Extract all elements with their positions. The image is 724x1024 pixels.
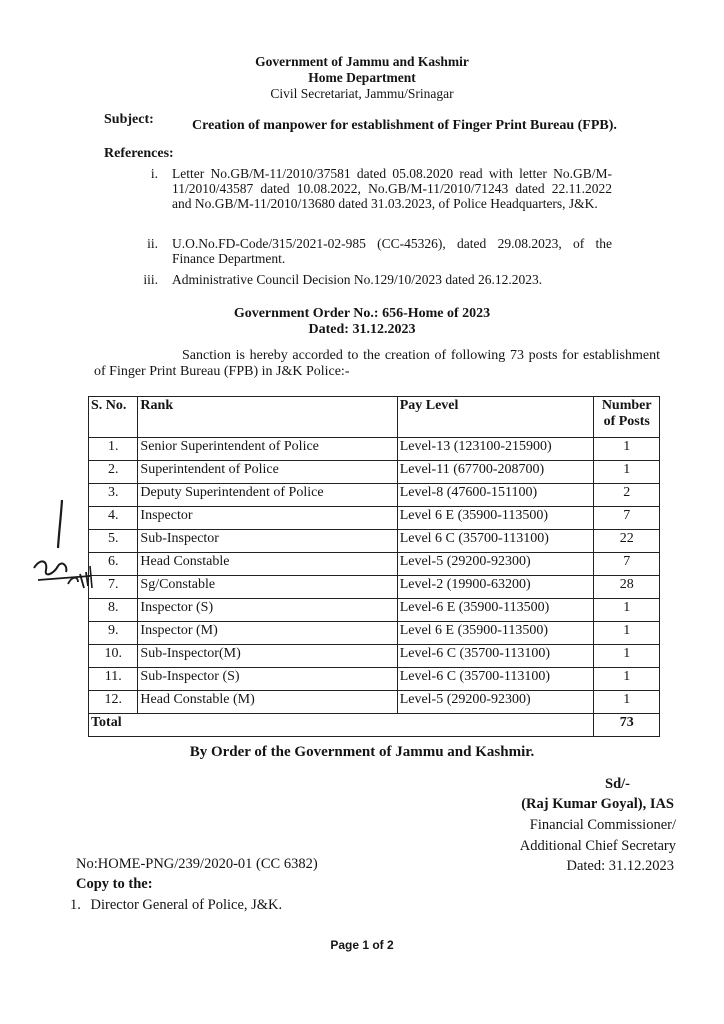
subject-label: Subject:	[104, 112, 154, 127]
table-total-row	[89, 714, 660, 737]
cell-rank: Sub-Inspector(M)	[138, 645, 397, 668]
copy-to-item-number: 1.	[70, 897, 81, 913]
table-row	[89, 530, 660, 553]
cell-pay-level: Level 6 E (35900-113500)	[397, 622, 594, 645]
sanction-paragraph: Sanction is hereby accorded to the creation of following 73 posts for establishment of Finger Print Bureau (FPB) in J&K Police:-	[94, 348, 660, 379]
cell-sno: 9.	[89, 622, 138, 645]
letterhead	[0, 54, 724, 102]
table-row	[89, 622, 660, 645]
reference-number: i.	[150, 166, 158, 181]
cell-rank: Sg/Constable	[138, 576, 397, 599]
references-label: References:	[104, 146, 174, 161]
posts-table	[88, 396, 660, 737]
reference-number: ii.	[147, 236, 158, 251]
cell-pay-level: Level-6 E (35900-113500)	[397, 599, 594, 622]
department-name: Home Department	[308, 70, 416, 85]
reference-text: U.O.No.FD-Code/315/2021-02-985 (CC-45326), dated 29.08.2023, of the Finance Department.	[172, 236, 612, 266]
cell-posts: 28	[594, 576, 660, 599]
handwritten-initials-icon	[28, 496, 96, 596]
table-row	[89, 668, 660, 691]
header-sno: S. No.	[89, 397, 138, 438]
table-row	[89, 438, 660, 461]
cell-pay-level: Level-11 (67700-208700)	[397, 461, 594, 484]
cell-sno: 8.	[89, 599, 138, 622]
cell-sno: 11.	[89, 668, 138, 691]
reference-item	[128, 272, 628, 290]
cell-sno: 6.	[89, 553, 138, 576]
cell-posts: 1	[594, 691, 660, 714]
total-label: Total	[89, 714, 594, 737]
header-pay-level: Pay Level	[397, 397, 594, 438]
cell-rank: Inspector	[138, 507, 397, 530]
cell-rank: Sub-Inspector	[138, 530, 397, 553]
cell-sno: 7.	[89, 576, 138, 599]
cell-posts: 1	[594, 645, 660, 668]
cell-pay-level: Level-13 (123100-215900)	[397, 438, 594, 461]
cell-pay-level: Level-6 C (35700-113100)	[397, 668, 594, 691]
signatory-name: (Raj Kumar Goyal), IAS	[521, 796, 674, 812]
reference-number: iii.	[143, 272, 158, 287]
cell-sno: 10.	[89, 645, 138, 668]
cell-posts: 1	[594, 438, 660, 461]
cell-rank: Head Constable	[138, 553, 397, 576]
table-row	[89, 553, 660, 576]
cell-posts: 22	[594, 530, 660, 553]
copy-to-item	[70, 897, 282, 914]
cell-posts: 1	[594, 599, 660, 622]
cell-pay-level: Level-6 C (35700-113100)	[397, 645, 594, 668]
cell-sno: 12.	[89, 691, 138, 714]
cell-sno: 3.	[89, 484, 138, 507]
table-row	[89, 599, 660, 622]
government-order-heading	[0, 306, 724, 338]
page-number: Page 1 of 2	[330, 938, 394, 952]
secretariat-address: Civil Secretariat, Jammu/Srinagar	[270, 86, 454, 101]
copy-to-item-text: Director General of Police, J&K.	[90, 897, 283, 913]
cell-pay-level: Level-5 (29200-92300)	[397, 691, 594, 714]
cell-rank: Superintendent of Police	[138, 461, 397, 484]
copy-to-label: Copy to the:	[76, 876, 153, 892]
header-number-of-posts: Number of Posts	[594, 397, 660, 438]
table-header-row	[89, 397, 660, 438]
cell-rank: Inspector (S)	[138, 599, 397, 622]
cell-rank: Inspector (M)	[138, 622, 397, 645]
cell-rank: Sub-Inspector (S)	[138, 668, 397, 691]
cell-posts: 1	[594, 668, 660, 691]
cell-posts: 7	[594, 553, 660, 576]
cell-pay-level: Level-2 (19900-63200)	[397, 576, 594, 599]
cell-posts: 1	[594, 461, 660, 484]
signatory-title-2: Additional Chief Secretary	[519, 838, 676, 854]
reference-text: Administrative Council Decision No.129/10/2023 dated 26.12.2023.	[172, 272, 543, 287]
signature-sd: Sd/-	[605, 776, 630, 792]
header-rank: Rank	[138, 397, 397, 438]
cell-posts: 2	[594, 484, 660, 507]
cell-sno: 1.	[89, 438, 138, 461]
order-date: Dated: 31.12.2023	[308, 322, 416, 337]
file-reference-number: No:HOME-PNG/239/2020-01 (CC 6382)	[76, 856, 318, 872]
table-row	[89, 576, 660, 599]
by-order-line: By Order of the Government of Jammu and Kashmir.	[189, 744, 535, 760]
govt-name: Government of Jammu and Kashmir	[255, 54, 469, 69]
signature-date: Dated: 31.12.2023	[566, 858, 674, 874]
signatory-title-1: Financial Commissioner/	[529, 817, 676, 833]
table-row	[89, 484, 660, 507]
cell-pay-level: Level-5 (29200-92300)	[397, 553, 594, 576]
cell-sno: 4.	[89, 507, 138, 530]
table-row	[89, 507, 660, 530]
cell-pay-level: Level-8 (47600-151100)	[397, 484, 594, 507]
table-row	[89, 645, 660, 668]
reference-item	[128, 166, 628, 230]
subject-text: Creation of manpower for establishment of Finger Print Bureau (FPB).	[192, 118, 617, 133]
cell-rank: Head Constable (M)	[138, 691, 397, 714]
cell-pay-level: Level 6 C (35700-113100)	[397, 530, 594, 553]
cell-pay-level: Level 6 E (35900-113500)	[397, 507, 594, 530]
cell-posts: 7	[594, 507, 660, 530]
cell-rank: Senior Superintendent of Police	[138, 438, 397, 461]
cell-rank: Deputy Superintendent of Police	[138, 484, 397, 507]
order-number: Government Order No.: 656-Home of 2023	[233, 306, 491, 321]
reference-item	[128, 236, 628, 268]
total-value: 73	[594, 714, 660, 737]
table-row	[89, 691, 660, 714]
cell-posts: 1	[594, 622, 660, 645]
cell-sno: 5.	[89, 530, 138, 553]
table-row	[89, 461, 660, 484]
reference-text: Letter No.GB/M-11/2010/37581 dated 05.08.2020 read with letter No.GB/M-11/2010/43587 dated 10.08.2022, No.GB/M-11/2010/71243 dated 22.11.2022 and No.GB/M-11/2010/13680 dated 31.03.2023, of Police Headquarters, J&K.	[172, 166, 612, 211]
cell-sno: 2.	[89, 461, 138, 484]
